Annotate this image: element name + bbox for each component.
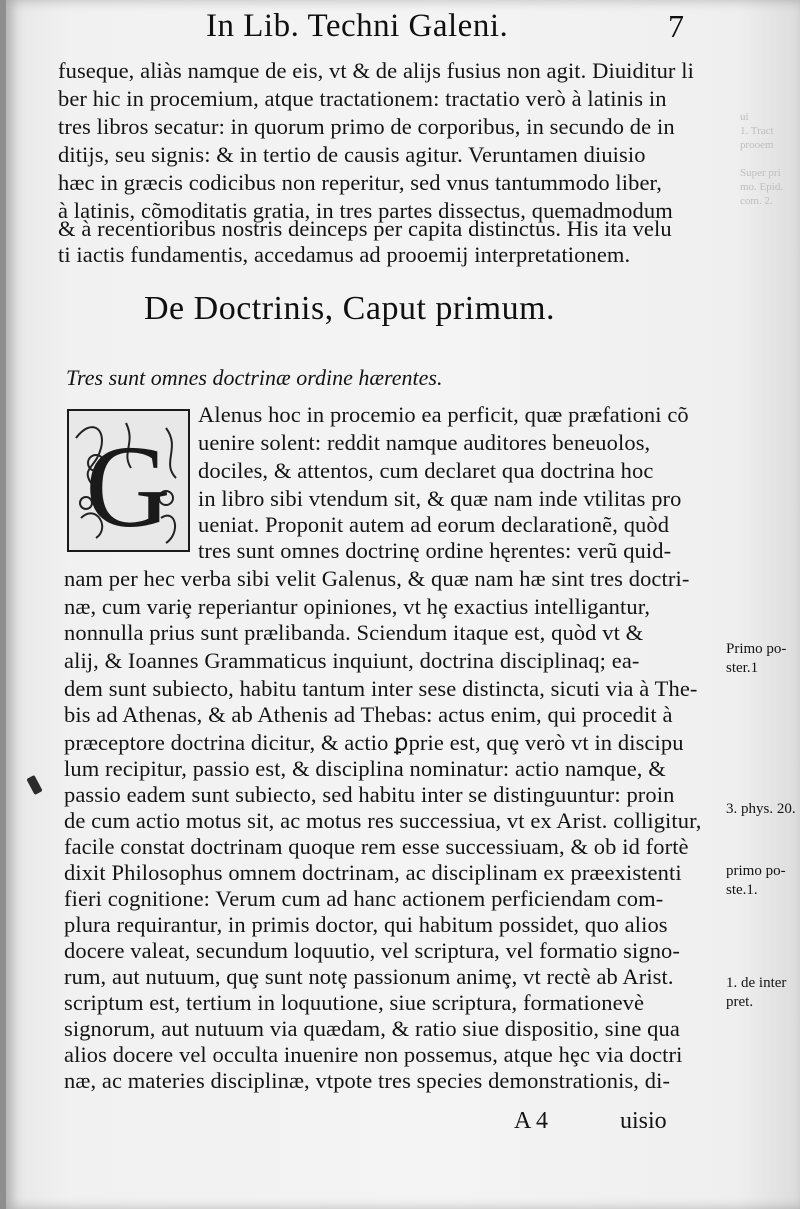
text-line: docere valeat, secundum loquutio, vel scriptura, vel formatio signo- [64,938,680,963]
catchword: uisio [620,1108,667,1134]
text-line: in libro sibi vtendum sit, & quæ nam inde vtilitas pro [198,486,682,511]
text-line: ber hic in procemium, atque tractationem: tractatio verò à latinis in [58,86,667,111]
text-line: hæc in græcis codicibus non reperitur, sed vnus tantummodo liber, [58,170,662,195]
text-line: tres libros secatur: in quorum primo de corporibus, in secundo de in [58,114,675,139]
text-line: alij, & Ioannes Grammaticus inquiunt, doctrina disciplinaq; ea- [64,648,640,673]
text-line: præceptore doctrina dicitur, & actio ꝑprie est, quȩ verò vt in discipu [64,730,684,755]
text-line: ti iactis fundamentis, accedamus ad prooemij interpretationem. [58,242,631,267]
text-line: dem sunt subiecto, habitu tantum inter sese distincta, sicuti via à The- [64,676,698,701]
text-line: signorum, aut nutuum via quædam, & ratio siue dispositio, sine qua [64,1016,680,1041]
bleed-through-text: ui 1. Tract prooem Super pri mo. Epid. com. 2. [740,111,784,207]
margin-note: 1. de inter pret. [726,975,787,1010]
margin-note: Primo po- ster.1 [726,641,787,676]
margin-note: 3. phys. 20. [726,801,796,817]
text-line: lum recipitur, passio est, & disciplina nominatur: actio namque, & [64,756,666,781]
text-line: fieri cognitione: Verum cum ad hanc actionem perficiendam com- [64,886,664,911]
text-line: ditijs, seu signis: & in tertio de causis agitur. Veruntamen diuisio [58,142,646,167]
text-line: dociles, & attentos, cum declaret qua doctrina hoc [198,458,654,483]
text-line: nonnulla prius sunt prælibanda. Sciendum itaque est, quòd vt & [64,620,644,645]
signature-mark: A 4 [514,1108,549,1134]
text-line: bis ad Athenas, & ab Athenis ad Thebas: actus enim, qui procedit à [64,702,673,727]
text-line: ueniat. Proponit autem ad eorum declarationẽ, quòd [198,512,670,537]
ink-mark [26,775,42,795]
text-line: facile constat doctrinam quoque rem esse successiuam, & ob id fortè [64,834,689,859]
text-line: uenire solent: reddit namque auditores beneuolos, [198,430,651,455]
text-line: scriptum est, tertium in loquutione, siue scriptura, formationevè [64,990,645,1015]
text-line: alios docere vel occulta inuenire non possemus, atque hȩc via doctri [64,1042,683,1067]
text-line: tres sunt omnes doctrinę ordine hęrentes: verũ quid- [198,538,672,563]
text-line: de cum actio motus sit, ac motus res successiua, vt ex Arist. colligitur, [64,808,702,833]
lemma-heading: Tres sunt omnes doctrinæ ordine hærentes. [66,365,443,390]
text-line: & à recentioribus nostris deinceps per capita distinctus. His ita velu [58,216,672,241]
page-header [6,6,800,50]
drop-cap-letter: G [85,421,171,552]
text-line: fuseque, aliàs namque de eis, vt & de alijs fusius non agit. Diuiditur li [58,58,694,83]
text-line: næ, cum variȩ reperiantur opiniones, vt hȩ exactius intelligantur, [64,594,651,619]
text-line: Alenus hoc in procemio ea perficit, quæ præfationi cõ [198,402,689,427]
decorated-initial-illustration [66,408,191,553]
text-line: passio eadem sunt subiecto, sed habitu inter se distinguuntur: proin [64,782,675,807]
chapter-title: De Doctrinis, Caput primum. [144,290,556,327]
running-head: In Lib. Techni Galeni. [206,8,509,44]
folio-number: 7 [668,8,684,44]
book-page [6,0,800,1209]
text-line: dixit Philosophus omnem doctrinam, ac disciplinam ex præexistenti [64,860,682,885]
decorated-initial [66,408,191,553]
text-line: à latinis, cõmoditatis gratia, in tres partes dissectus, quemadmodum [58,198,673,223]
margin-note: primo po- ste.1. [726,863,786,898]
text-line: næ, ac materies disciplinæ, vtpote tres species demonstrationis, di- [64,1068,671,1093]
text-line: plura requirantur, in primis doctor, qui habitum possidet, quo alios [64,912,668,937]
text-line: rum, aut nutuum, quȩ sunt notȩ passionum animȩ, vt rectè ab Arist. [64,964,674,989]
text-line: nam per hec verba sibi velit Galenus, & quæ nam hæ sint tres doctri- [64,566,690,591]
